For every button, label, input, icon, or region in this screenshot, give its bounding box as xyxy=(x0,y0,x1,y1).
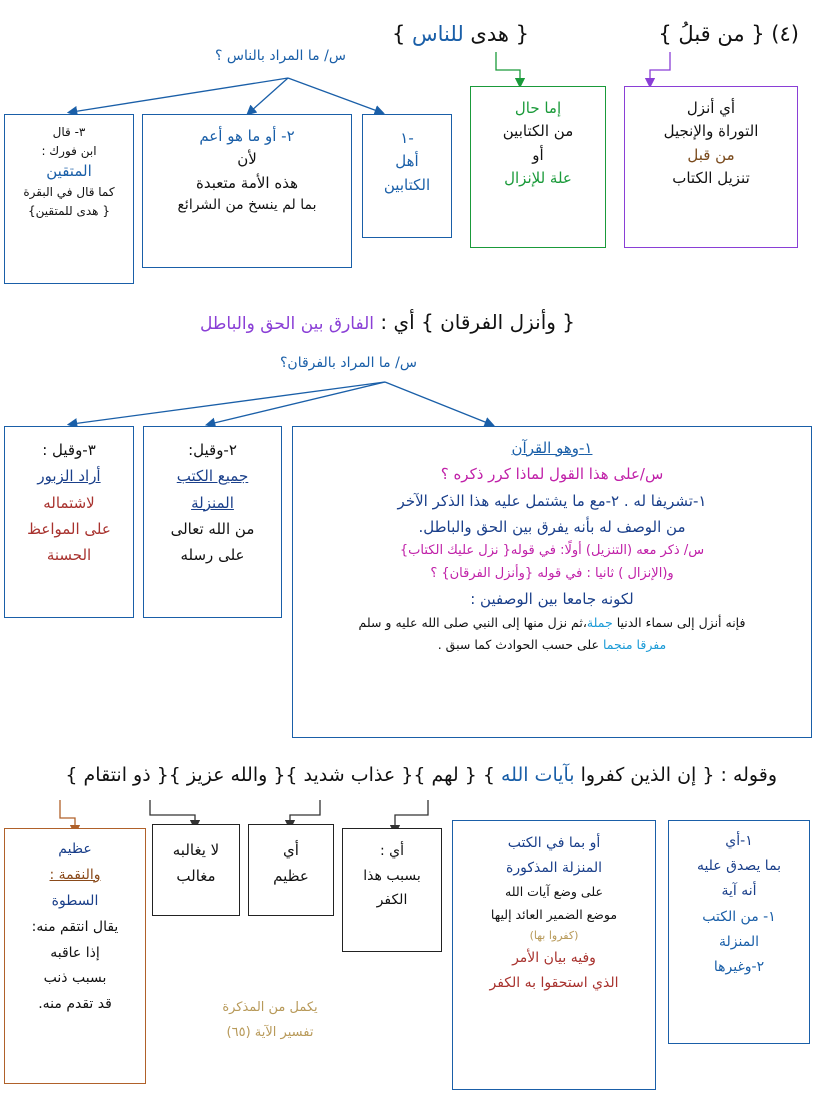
footer-line-1: يكمل من المذكرة xyxy=(222,1000,318,1015)
label-huda-lilnas xyxy=(392,22,529,46)
quran-p1-mid: جملة xyxy=(586,614,613,630)
sabab-line-3: الكفر xyxy=(376,892,408,908)
box-sabab xyxy=(342,828,442,952)
hal-line-4: علة للإنزال xyxy=(504,168,572,187)
ayah-title xyxy=(65,764,777,786)
furak-line-5: { هدى للمتقين} xyxy=(28,204,110,219)
niqma-line-5: إذا عاقبه xyxy=(50,944,100,961)
furak-line-3: المتقين xyxy=(46,162,92,181)
box-yasdiq xyxy=(668,820,810,1044)
ahl-line-3: الكتابين xyxy=(383,175,431,194)
furqan-title-main: { وأنزل الفرقان } أي : xyxy=(380,310,576,334)
box-ahl xyxy=(362,114,452,238)
arrow-to-niqma xyxy=(60,800,75,830)
furak-line-4: كما قال في البقرة xyxy=(23,185,115,200)
quran-a2: لكونه جامعا بين الوصفين : xyxy=(470,589,634,608)
zabur-line-1: ٣-وقيل : xyxy=(42,441,96,459)
huda-close: } xyxy=(391,22,406,46)
ahl-line-2: أهل xyxy=(395,152,419,171)
quran-q1: س/على هذا القول لماذا كرر ذكره ؟ xyxy=(440,465,664,484)
qabl-line-3: من قبل xyxy=(687,145,735,164)
yasdiq-line-1: ١-أي xyxy=(725,833,753,849)
question-nas: س/ ما المراد بالناس ؟ xyxy=(215,48,346,64)
box-qabl xyxy=(624,86,798,248)
huda-text: { هدى xyxy=(470,22,529,46)
quran-heading: ١-وهو القرآن xyxy=(511,439,593,457)
niqma-line-1: عظيم xyxy=(58,841,92,857)
arrow-to-quran xyxy=(385,382,490,424)
hal-line-2: من الكتابين xyxy=(502,122,574,141)
box-furak xyxy=(4,114,134,284)
yasdiq-line-3: أنه آية xyxy=(721,883,757,900)
furak-line-2: ابن فورك : xyxy=(41,143,97,158)
kutub-line-2: جميع الكتب xyxy=(176,467,249,486)
azim-line-1: أي xyxy=(283,841,299,859)
footer-line-2: تفسير الآية (٦٥) xyxy=(226,1024,314,1040)
box-azim xyxy=(248,824,334,916)
niqma-line-4: يقال انتقم منه: xyxy=(31,918,119,935)
quran-p1-pre: فإنه أنزل إلى سماء الدنيا xyxy=(616,614,746,630)
sabab-line-2: بسبب هذا xyxy=(363,867,421,884)
box-aam xyxy=(142,114,352,268)
box-quran xyxy=(292,426,812,738)
kutub-line-4: من الله تعالى xyxy=(170,519,255,538)
hal-line-1: إما حال xyxy=(514,99,562,117)
arrow-to-kutub xyxy=(210,382,385,424)
ayah-title-bi: بآيات الله xyxy=(500,764,575,786)
quran-a1b: من الوصف له بأنه يفرق بين الحق والباطل. xyxy=(418,517,686,536)
kutub-line-1: ٢-وقيل: xyxy=(188,441,237,459)
box-kutub xyxy=(143,426,282,618)
kutub-line-5: على رسله xyxy=(180,546,245,564)
arrow-to-qabl xyxy=(650,52,670,83)
box-zabur xyxy=(4,426,134,618)
azim-line-2: عظيم xyxy=(273,867,309,886)
ghalib-line-2: مغالب xyxy=(176,867,216,886)
footer-note xyxy=(200,996,340,1045)
quran-p2 xyxy=(293,634,811,656)
yasdiq-line-4: ١- من الكتب xyxy=(702,908,776,925)
bima-line-6: وفيه بيان الأمر xyxy=(512,950,596,967)
zabur-line-4: على المواعظ xyxy=(27,519,111,538)
quran-p1-post: ،ثم نزل منها إلى النبي صلى الله عليه و سلم xyxy=(358,614,587,630)
zabur-line-2: أراد الزبور xyxy=(37,467,101,486)
quran-p1 xyxy=(293,612,811,634)
bima-line-5: (كفروا بها) xyxy=(529,929,579,943)
arrow-to-zabur xyxy=(72,382,385,424)
hal-line-3: أو xyxy=(532,145,544,164)
ayah-title-pre: وقوله : { إن الذين كفروا xyxy=(580,764,777,786)
zabur-line-5: الحسنة xyxy=(46,546,92,564)
niqma-line-7: قد تقدم منه. xyxy=(38,996,112,1013)
box-niqma xyxy=(4,828,146,1084)
bima-line-2: المنزلة المذكورة xyxy=(505,860,602,877)
ahl-line-1: -١ xyxy=(400,129,414,147)
furak-line-1: ٣- قال xyxy=(52,125,86,139)
yasdiq-line-2: بما يصدق عليه xyxy=(696,858,782,875)
zabur-line-3: لاشتماله xyxy=(43,493,95,512)
lilnas-text: للناس xyxy=(412,22,464,46)
label-min-qabl: (٤) { من قبلُ } xyxy=(658,22,799,46)
aam-line-1: ٢- أو ما هو أعم xyxy=(199,127,295,145)
qabl-line-1: أي أنزل xyxy=(686,99,736,117)
arrow-to-hal xyxy=(496,52,520,83)
quran-a1: ١-تشريفا له . ٢-مع ما يشتمل عليه هذا الذكر الآخر xyxy=(397,491,707,510)
arrow-to-sabab xyxy=(395,800,428,830)
arrow-to-azim xyxy=(290,800,320,825)
arrow-to-ghalib xyxy=(150,800,195,825)
quran-q2a: س/ ذكر معه (التنزيل) أولًا: في قوله{ نزل عليك الكتاب} xyxy=(399,543,705,558)
niqma-line-3: السطوة xyxy=(51,892,99,909)
furqan-title-meaning: الفارق بين الحق والباطل xyxy=(200,314,374,334)
bima-line-3: على وضع آيات الله xyxy=(505,884,603,900)
aam-line-3: هذه الأمة متعبدة xyxy=(195,173,299,192)
niqma-line-6: بسبب ذنب xyxy=(43,970,107,987)
ghalib-line-1: لا يغالبه xyxy=(172,841,220,859)
aam-line-4: بما لم ينسخ من الشرائع xyxy=(177,196,317,213)
ayah-title-post: } { لهم }{ عذاب شديد }{ والله عزيز }{ ذو انتقام } xyxy=(65,764,495,786)
bima-line-7: الذي استحقوا به الكفر xyxy=(489,975,619,992)
yasdiq-line-6: ٢-وغيرها xyxy=(713,958,765,975)
yasdiq-line-5: المنزلة xyxy=(719,933,759,950)
arrow-to-ahl xyxy=(288,78,380,112)
box-ghalib xyxy=(152,824,240,916)
quran-p2-post: على حسب الحوادث كما سبق . xyxy=(437,636,600,652)
niqma-line-2: والنقمة : xyxy=(49,866,101,883)
aam-line-2: لأن xyxy=(237,150,257,169)
bima-line-4: موضع الضمير العائد إليها xyxy=(490,906,618,922)
qabl-line-4: تنزيل الكتاب xyxy=(672,168,750,187)
sabab-line-1: أي : xyxy=(379,843,404,859)
qabl-line-2: التوراة والإنجيل xyxy=(663,122,759,141)
box-bima xyxy=(452,820,656,1090)
bima-line-1: أو بما في الكتب xyxy=(507,835,601,851)
box-hal xyxy=(470,86,606,248)
question-furqan: س/ ما المراد بالفرقان؟ xyxy=(280,355,417,371)
kutub-line-3: المنزلة xyxy=(191,493,234,512)
furqan-title xyxy=(200,310,575,334)
quran-q2b: و(الإنزال ) ثانيا : في قوله {وأنزل الفرقان} ؟ xyxy=(430,565,674,581)
quran-p2-pre: مفرقا منجما xyxy=(603,636,667,652)
